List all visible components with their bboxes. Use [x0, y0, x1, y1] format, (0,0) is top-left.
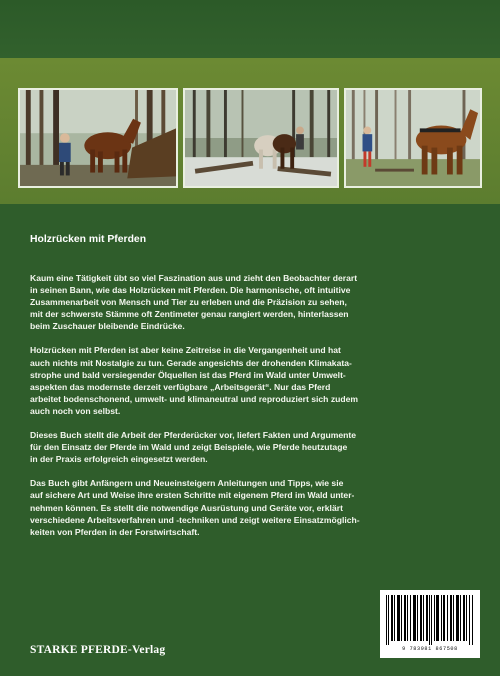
paragraph-1: Kaum eine Tätigkeit übt so viel Faszination aus und zieht den Beobachter derart in seinen Bann, wie das Holzrücken mit Pferden. Die harmonische, oft intuitive Zusammenarbeit von Mensch und Tier zu erleben und die Präzision zu sehen, mit der schwerste Stämme oft Zentimeter genau rangiert werden, hinterlassen beim Zuschauer bleibende Eindrücke. [30, 273, 358, 332]
back-cover-text [30, 234, 460, 550]
book-title: Holzrücken mit Pferden [30, 234, 147, 245]
isbn-barcode [380, 590, 480, 658]
barcode-digits: 9 783981 867508 [402, 646, 458, 652]
photo-horse-logger-with-man [18, 88, 178, 188]
paragraph-2: Holzrücken mit Pferden ist aber keine Zeitreise in die Vergangenheit und hat auch nichts mit Nostalgie zu tun. Gerade angesichts der drohenden Klimakata- strophe und bald versiegender Ölquellen ist das Pferd im Wald unter Umwelt- aspekten das modernste derzeit verfügbare „Arbeitsgerät“. Nur das Pferd arbeitet bodenschonend, umwelt- und klimaneutral und reproduziert sich zudem auch noch von selbst. [30, 345, 359, 416]
photo-horse-and-logger-in-clearing [344, 88, 482, 188]
photo-horses-pulling-logs-in-forest [183, 88, 339, 188]
paragraph-4: Das Buch gibt Anfängern und Neueinsteigern Anleitungen und Tipps, wie sie auf sichere Art und Weise ihre ersten Schritte mit eigenem Pferd im Wald unter- nehmen können. Es stellt die notwendige Ausrüstung und Geräte vor, erklärt verschiedene Arbeitsverfahren und -techniken und zeigt weitere Einsatzmöglich- keiten von Pferden in der Forstwirtschaft. [30, 478, 360, 537]
publisher-name: STARKE PFERDE-Verlag [30, 644, 166, 656]
barcode-bars [386, 595, 474, 645]
top-band [0, 0, 500, 58]
paragraph-3: Dieses Buch stellt die Arbeit der Pferderücker vor, liefert Fakten und Argumente für den Einsatz der Pferde im Wald und zeigt Beispiele, wie Pferde heutzutage in der Praxis erfolgreich eingesetzt werden. [30, 430, 357, 465]
